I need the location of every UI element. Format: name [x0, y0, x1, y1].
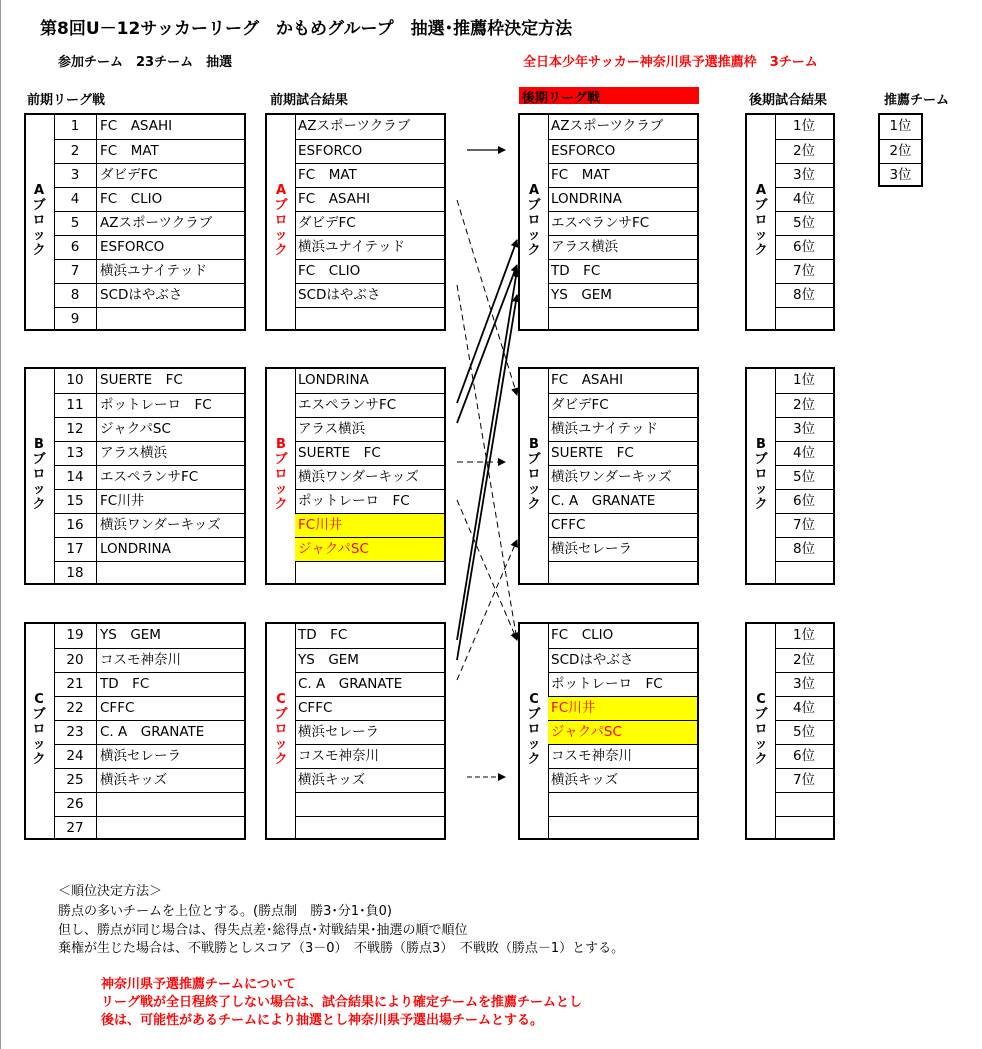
team-name: ジャクパSC: [551, 724, 622, 740]
team-name: TD FC: [551, 263, 601, 279]
team-number: 26: [66, 796, 84, 812]
arrow-b-to-c-dashed: [457, 500, 517, 640]
arrow-a-to-b-dashed: [457, 200, 517, 395]
team-name: ポットレーロ FC: [298, 493, 410, 509]
block-label-char: B: [34, 437, 44, 452]
arrow-c-to-a-solid-2: [457, 295, 517, 660]
team-name: FC ASAHI: [298, 191, 371, 207]
method-line-2: 但し、勝点が同じ場合は、得失点差･総得点･対戦結果･抽選の順で順位: [58, 923, 468, 938]
recommended-rank: 1位: [889, 118, 912, 134]
header-recommended: 推薦チーム: [884, 93, 950, 108]
block-label-char: B: [276, 437, 286, 452]
team-name: 横浜セレーラ: [551, 541, 632, 557]
team-number: 19: [66, 627, 84, 643]
team-name: ESFORCO: [551, 143, 616, 159]
team-name: 横浜ユナイテッド: [100, 263, 208, 279]
team-number: 11: [66, 397, 84, 413]
recommended-rank: 2位: [889, 143, 912, 159]
block-label-char: A: [755, 183, 767, 198]
team-name: CFFC: [100, 700, 135, 716]
team-name: FC MAT: [298, 167, 357, 183]
block-label-char: ッ: [274, 482, 288, 497]
team-name: アラス横浜: [298, 421, 366, 437]
team-number: 2: [70, 143, 80, 159]
team-name: AZスポーツクラブ: [551, 118, 664, 134]
team-name: FC ASAHI: [551, 372, 624, 388]
team-name: C. A GRANATE: [100, 724, 205, 740]
rank-cell: 6位: [792, 239, 816, 255]
team-name: ESFORCO: [298, 143, 363, 159]
kanagawa-line-1: リーグ戦が全日程終了しない場合は、試合結果により確定チームを推薦チームとし: [101, 995, 583, 1010]
recommended-rank: 3位: [889, 167, 912, 183]
team-name: SUERTE FC: [298, 445, 381, 461]
block-label-char: A: [528, 183, 540, 198]
block-label-char: C: [529, 692, 539, 707]
team-number: 10: [66, 372, 84, 388]
team-number: 8: [70, 287, 80, 303]
block-label-char: ッ: [32, 737, 46, 752]
block-label-char: ク: [32, 497, 46, 512]
block-label-char: ロ: [32, 467, 46, 482]
team-number: 23: [66, 724, 84, 740]
block-label-char: C: [34, 692, 44, 707]
block-label-char: C: [756, 692, 766, 707]
block-label-char: ク: [274, 243, 288, 258]
rank-cell: 2位: [792, 397, 816, 413]
block-label-char: ロ: [274, 722, 288, 737]
rank-cell: 2位: [792, 652, 816, 668]
team-name: ダビデFC: [298, 215, 356, 231]
team-name: YS GEM: [298, 652, 359, 668]
team-name: 横浜ユナイテッド: [551, 421, 659, 437]
team-name: FC CLIO: [100, 191, 163, 207]
block-label-char: ッ: [754, 482, 768, 497]
team-name: SUERTE FC: [551, 445, 634, 461]
header-first-league: 前期リーグ戦: [27, 93, 106, 108]
team-name: ESFORCO: [100, 239, 165, 255]
block-label-char: ッ: [527, 737, 541, 752]
team-name: 横浜ワンダーキッズ: [298, 469, 419, 485]
block-label-char: ク: [527, 752, 541, 767]
team-name: SCDはやぶさ: [298, 287, 381, 303]
rank-cell: 3位: [792, 421, 816, 437]
rank-cell: 1位: [792, 627, 816, 643]
rank-cell: 8位: [792, 541, 816, 557]
block-label-char: ロ: [274, 213, 288, 228]
block-label-char: ブ: [32, 198, 46, 213]
team-name: 横浜ユナイテッド: [298, 239, 406, 255]
team-name: ポットレーロ FC: [551, 676, 663, 692]
team-number: 9: [70, 311, 80, 327]
team-name: 横浜セレーラ: [100, 748, 181, 764]
header-first-results: 前期試合結果: [270, 93, 349, 108]
team-name: LONDRINA: [298, 372, 369, 388]
team-number: 22: [66, 700, 84, 716]
rank-cell: 4位: [792, 700, 816, 716]
team-number: 24: [66, 748, 84, 764]
team-number: 18: [66, 565, 84, 581]
block-label-char: ロ: [754, 467, 768, 482]
rank-cell: 3位: [792, 167, 816, 183]
block-label-char: ッ: [754, 228, 768, 243]
team-name: アラス横浜: [551, 239, 619, 255]
rank-cell: 2位: [792, 143, 816, 159]
team-number: 5: [70, 215, 80, 231]
team-name: 横浜キッズ: [298, 772, 366, 788]
team-number: 21: [66, 676, 84, 692]
block-label-char: ク: [527, 497, 541, 512]
block-label-char: ブ: [274, 198, 288, 213]
block-label-char: ロ: [754, 213, 768, 228]
rank-cell: 1位: [792, 372, 816, 388]
block-label-char: ブ: [527, 707, 541, 722]
block-label-char: ッ: [754, 737, 768, 752]
team-name: FC川井: [298, 517, 343, 533]
team-number: 14: [66, 469, 84, 485]
rank-cell: 5位: [792, 724, 816, 740]
header-second-results: 後期試合結果: [749, 93, 828, 108]
rank-cell: 3位: [792, 676, 816, 692]
rank-cell: 7位: [792, 517, 816, 533]
team-number: 25: [66, 772, 84, 788]
team-name: ジャクパSC: [298, 541, 369, 557]
block-label-char: ク: [754, 497, 768, 512]
team-name: 横浜ワンダーキッズ: [551, 469, 672, 485]
team-name: CFFC: [551, 517, 586, 533]
block-label-char: ブ: [32, 707, 46, 722]
team-name: LONDRINA: [100, 541, 171, 557]
method-heading: ＜順位決定方法＞: [58, 884, 163, 899]
team-number: 6: [70, 239, 80, 255]
block-label-char: ロ: [32, 213, 46, 228]
rank-cell: 6位: [792, 748, 816, 764]
block-label-char: ク: [754, 243, 768, 258]
block-label-char: A: [33, 183, 45, 198]
block-label-char: B: [756, 437, 766, 452]
block-label-char: ブ: [32, 452, 46, 467]
block-label-char: ク: [754, 752, 768, 767]
rank-cell: 6位: [792, 493, 816, 509]
block-label-char: ク: [32, 243, 46, 258]
team-name: SCDはやぶさ: [100, 287, 183, 303]
block-label-char: ッ: [527, 228, 541, 243]
kanagawa-heading: 神奈川県予選推薦チームについて: [101, 977, 296, 992]
team-number: 16: [66, 517, 84, 533]
kanagawa-line-2: 後は、可能性があるチームにより抽選とし神奈川県予選出場チームとする。: [101, 1013, 544, 1028]
team-number: 4: [70, 191, 80, 207]
team-name: FC CLIO: [551, 627, 614, 643]
block-label-char: ク: [274, 497, 288, 512]
block-label-char: ッ: [274, 228, 288, 243]
block-label-char: ク: [527, 243, 541, 258]
team-name: エスペランサFC: [551, 215, 650, 231]
participants-note: 参加チーム 23チーム 抽選: [58, 55, 233, 70]
team-name: エスペランサFC: [298, 397, 397, 413]
team-number: 7: [70, 263, 80, 279]
block-label-char: ロ: [527, 467, 541, 482]
team-number: 20: [66, 652, 84, 668]
team-name: コスモ神奈川: [551, 748, 632, 764]
block-label-char: ロ: [754, 722, 768, 737]
rank-cell: 4位: [792, 445, 816, 461]
team-number: 17: [66, 541, 84, 557]
block-label-char: ロ: [527, 213, 541, 228]
team-name: YS GEM: [100, 627, 161, 643]
team-name: 横浜キッズ: [551, 772, 619, 788]
team-name: SUERTE FC: [100, 372, 183, 388]
block-label-char: ブ: [274, 707, 288, 722]
rank-cell: 1位: [792, 118, 816, 134]
team-number: 13: [66, 445, 84, 461]
team-name: FC川井: [100, 493, 145, 509]
block-label-char: ブ: [274, 452, 288, 467]
page-title: 第8回U－12サッカーリーグ かもめグループ 抽選･推薦枠決定方法: [40, 19, 573, 39]
team-name: ダビデFC: [551, 397, 609, 413]
team-name: YS GEM: [551, 287, 612, 303]
block-label-char: ブ: [754, 452, 768, 467]
team-number: 12: [66, 421, 84, 437]
team-name: AZスポーツクラブ: [298, 118, 411, 134]
team-name: C. A GRANATE: [298, 676, 403, 692]
team-name: C. A GRANATE: [551, 493, 656, 509]
team-name: FC MAT: [551, 167, 610, 183]
rank-cell: 4位: [792, 191, 816, 207]
team-name: ジャクパSC: [100, 421, 171, 437]
rank-cell: 5位: [792, 469, 816, 485]
team-name: 横浜ワンダーキッズ: [100, 517, 221, 533]
team-name: 横浜セレーラ: [298, 724, 379, 740]
block-label-char: ブ: [754, 707, 768, 722]
block-label-char: ロ: [32, 722, 46, 737]
team-name: コスモ神奈川: [298, 748, 379, 764]
team-name: FC ASAHI: [100, 118, 173, 134]
team-name: AZスポーツクラブ: [100, 215, 213, 231]
team-number: 15: [66, 493, 84, 509]
block-label-char: ク: [32, 752, 46, 767]
team-name: 横浜キッズ: [100, 772, 168, 788]
block-label-char: ク: [274, 752, 288, 767]
block-label-char: ッ: [32, 482, 46, 497]
team-name: ダビデFC: [100, 167, 158, 183]
team-name: エスペランサFC: [100, 469, 199, 485]
block-label-char: ブ: [754, 198, 768, 213]
team-name: ポットレーロ FC: [100, 397, 212, 413]
team-name: FC川井: [551, 700, 596, 716]
block-label-char: ブ: [527, 198, 541, 213]
team-name: TD FC: [298, 627, 348, 643]
team-number: 3: [70, 167, 80, 183]
team-name: FC MAT: [100, 143, 159, 159]
block-label-char: ッ: [32, 228, 46, 243]
block-label-char: ッ: [527, 482, 541, 497]
team-name: FC CLIO: [298, 263, 361, 279]
team-name: SCDはやぶさ: [551, 652, 634, 668]
recommend-note: 全日本少年サッカー神奈川県予選推薦枠 3チーム: [523, 55, 818, 70]
method-line-3: 棄権が生じた場合は、不戦勝としスコア（3－0） 不戦勝（勝点3） 不戦敗（勝点－1）とする。: [58, 941, 625, 956]
rank-cell: 7位: [792, 772, 816, 788]
block-label-char: B: [529, 437, 539, 452]
team-name: LONDRINA: [551, 191, 622, 207]
rank-cell: 5位: [792, 215, 816, 231]
block-label-char: A: [275, 183, 287, 198]
team-number: 27: [66, 820, 84, 836]
method-line-1: 勝点の多いチームを上位とする。(勝点制 勝3･分1･負0): [58, 904, 392, 919]
team-name: コスモ神奈川: [100, 652, 181, 668]
block-label-char: ロ: [274, 467, 288, 482]
rank-cell: 7位: [792, 263, 816, 279]
rank-cell: 8位: [792, 287, 816, 303]
block-label-char: ッ: [274, 737, 288, 752]
block-label-char: C: [276, 692, 286, 707]
team-number: 1: [70, 118, 80, 134]
team-name: CFFC: [298, 700, 333, 716]
block-label-char: ロ: [527, 722, 541, 737]
arrow-b-to-a-solid-2: [457, 265, 517, 423]
block-label-char: ブ: [527, 452, 541, 467]
team-name: TD FC: [100, 676, 150, 692]
header-second-league: 後期リーグ戦: [519, 87, 699, 104]
team-name: アラス横浜: [100, 445, 168, 461]
